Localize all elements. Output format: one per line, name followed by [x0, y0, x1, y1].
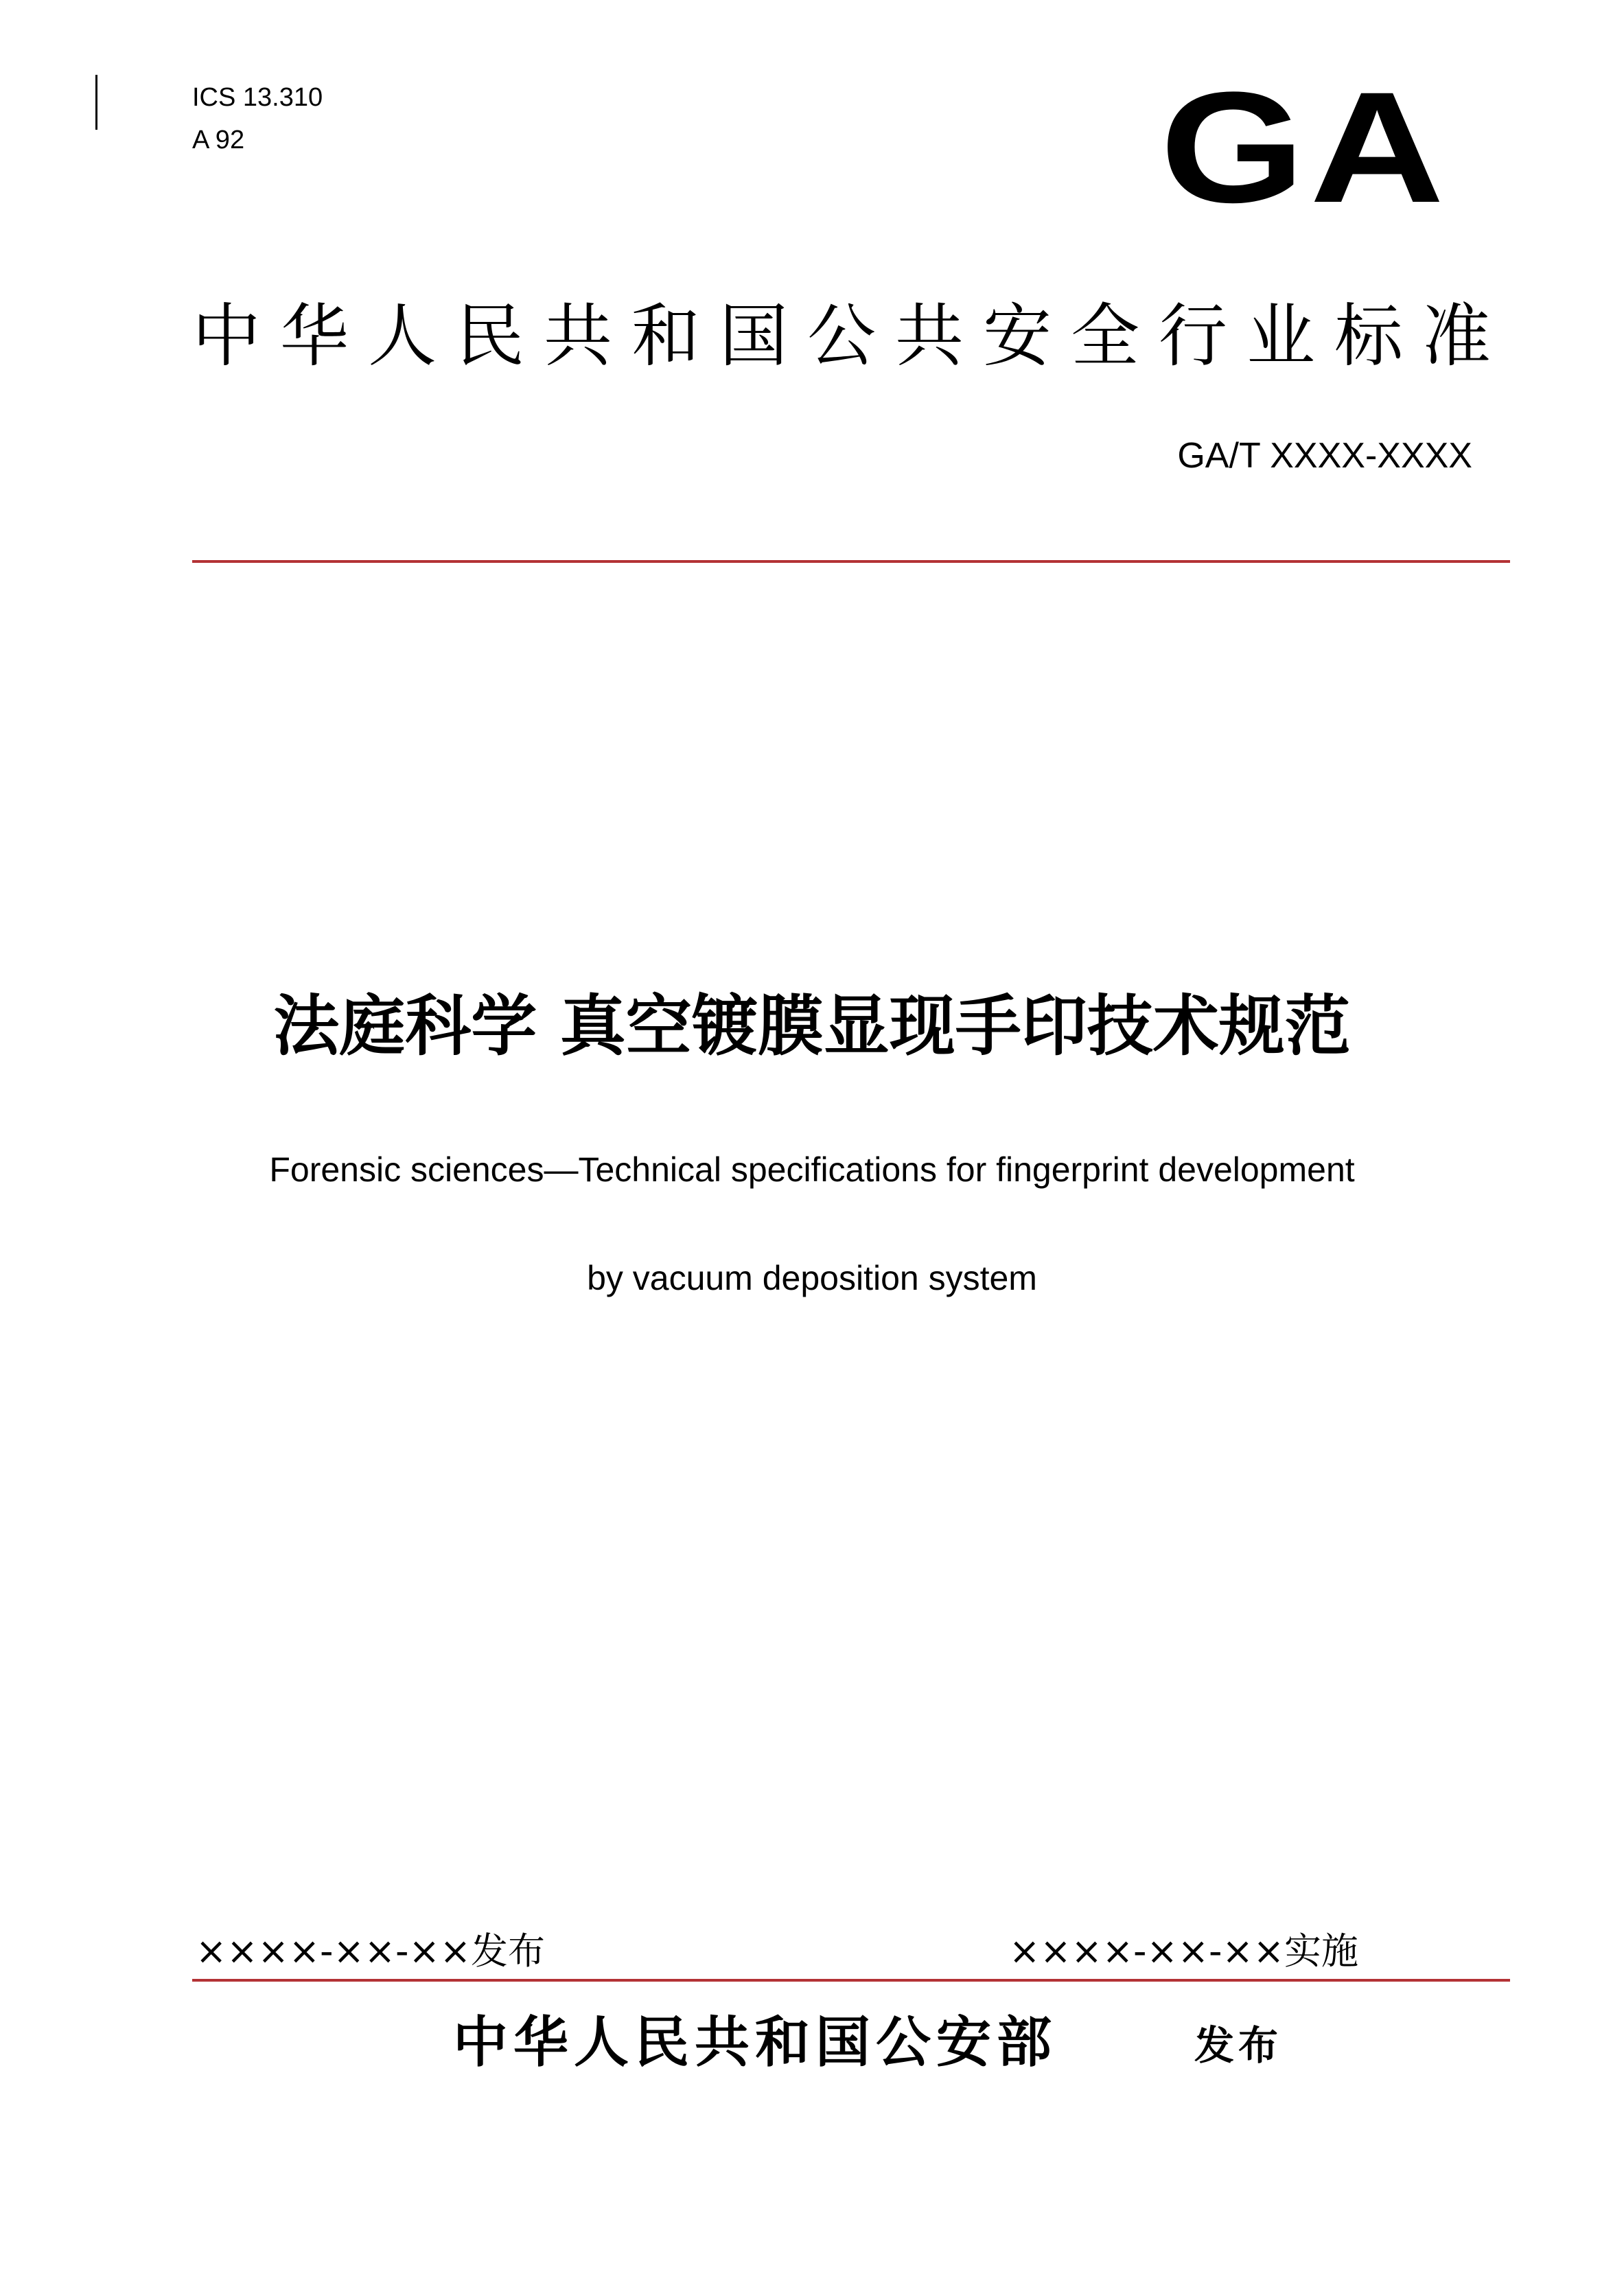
ccs-code: A 92	[192, 126, 245, 154]
publish-date: ××××-××-××发布	[196, 1929, 545, 1973]
standard-number: GA/T XXXX-XXXX	[1177, 436, 1472, 476]
ga-logo: GA	[1160, 59, 1450, 235]
document-title-english-line1: Forensic sciences—Technical specifications for fingerprint development	[269, 1150, 1355, 1189]
document-title-english-line2: by vacuum deposition system	[587, 1259, 1037, 1297]
ics-code: ICS 13.310	[192, 83, 323, 112]
standard-category-title: 中华人民共和国公共安全行业标准	[192, 296, 1510, 376]
top-divider	[192, 560, 1510, 563]
issuer-name: 中华人民共和国公安部	[453, 2010, 1057, 2074]
document-title-chinese: 法庭科学 真空镀膜显现手印技术规范	[273, 988, 1351, 1065]
issuer-suffix: 发布	[1194, 2022, 1283, 2069]
implement-date: ××××-××-××实施	[1009, 1929, 1358, 1973]
margin-bar	[95, 75, 97, 130]
bottom-divider	[192, 1979, 1510, 1982]
